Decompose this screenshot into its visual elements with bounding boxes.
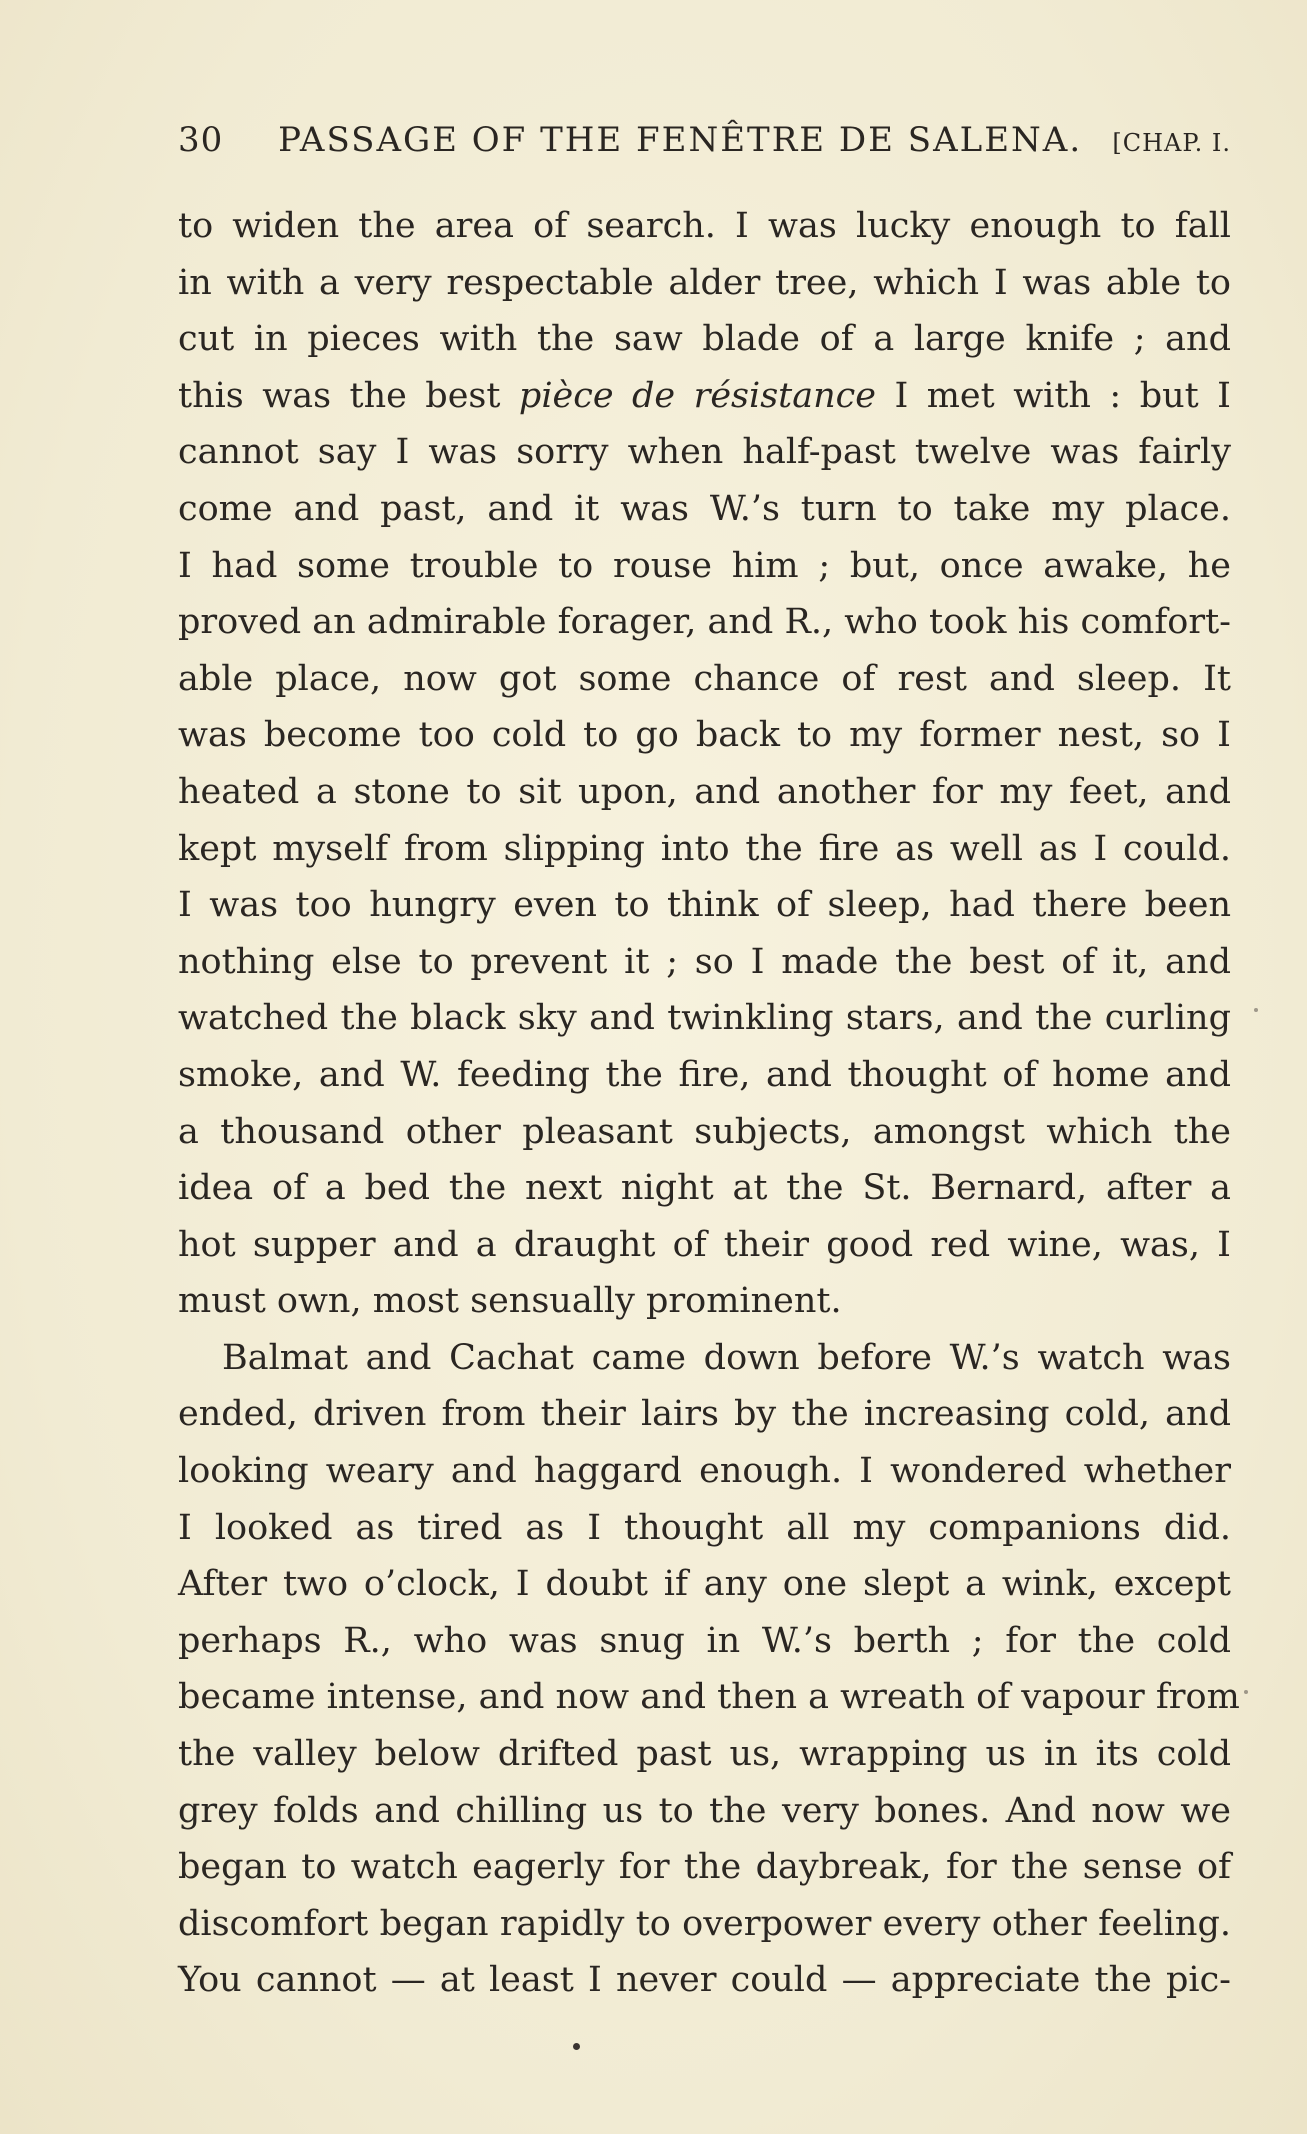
text-line: You cannot — at least I never could — appreciate the pic- [178, 1960, 1231, 2001]
text-line: to widen the area of search. I was lucky enough to fall [178, 206, 1231, 246]
text-line: cut in pieces with the saw blade of a large knife ; and [178, 319, 1231, 360]
paper-speck [1244, 1690, 1248, 1694]
text-line: was become too cold to go back to my former nest, so I [178, 715, 1231, 756]
text-line: nothing else to prevent it ; so I made the best of it, and [178, 941, 1231, 982]
text-line: smoke, and W. feeding the fire, and thought of home and [178, 1054, 1231, 1095]
printer-mark [573, 2043, 580, 2050]
text-line: I had some trouble to rouse him ; but, once awake, he [178, 545, 1231, 586]
text-line: perhaps R., who was snug in W.’s berth ; for the cold [178, 1620, 1231, 1661]
text-line: grey folds and chilling us to the very bones. And now we [178, 1790, 1231, 1831]
text-line: in with a very respectable alder tree, which I was able to [178, 262, 1231, 303]
text-line: proved an admirable forager, and R., who took his comfort- [178, 602, 1231, 643]
running-head: PASSAGE OF THE FENÊTRE DE SALENA. [278, 120, 1083, 160]
text-line: looking weary and haggard enough. I wondered whether [178, 1451, 1231, 1492]
text-line: I was too hungry even to think of sleep, had there been [178, 885, 1231, 926]
text-line: cannot say I was sorry when half-past twelve was fairly [178, 432, 1231, 473]
text-line: able place, now got some chance of rest and sleep. It [178, 658, 1231, 699]
italic-phrase: pièce de résistance [518, 375, 876, 416]
body-text [178, 198, 1240, 2009]
text-line: must own, most sensually prominent. [178, 1281, 842, 1322]
text-line: idea of a bed the next night at the St. Bernard, after a [178, 1168, 1231, 1209]
text-line: I looked as tired as I thought all my companions did. [178, 1507, 1231, 1548]
text-line: Balmat and Cachat came down before W.’s watch was [222, 1337, 1231, 1378]
text-line: began to watch eagerly for the daybreak, for the sense of [178, 1847, 1231, 1888]
text-line: hot supper and a draught of their good red wine, was, I [178, 1224, 1231, 1265]
text-line: became intense, and now and then a wreath of vapour from [178, 1677, 1240, 1718]
text-line: a thousand other pleasant subjects, amongst which the [178, 1111, 1231, 1152]
text-line: the valley below drifted past us, wrapping us in its cold [178, 1734, 1231, 1775]
page-header [178, 120, 1231, 168]
text-line: ended, driven from their lairs by the increasing cold, and [178, 1394, 1231, 1435]
page-number: 30 [178, 120, 224, 160]
text-line: After two o’clock, I doubt if any one slept a wink, except [178, 1564, 1231, 1605]
text-line: discomfort began rapidly to overpower every other feeling. [178, 1903, 1231, 1944]
text-line: heated a stone to sit upon, and another for my feet, and [178, 771, 1231, 812]
text-line: watched the black sky and twinkling stars, and the curling [178, 998, 1231, 1039]
text-line: kept myself from slipping into the fire as well as I could. [178, 828, 1231, 869]
chapter-mark: [CHAP. I. [1112, 129, 1231, 157]
text-span: this was the best [178, 375, 519, 416]
text-line: come and past, and it was W.’s turn to take my place. [178, 488, 1231, 529]
text-span: I met with : but I [875, 375, 1232, 416]
text-line [178, 368, 1231, 425]
paper-speck [1254, 1008, 1258, 1012]
